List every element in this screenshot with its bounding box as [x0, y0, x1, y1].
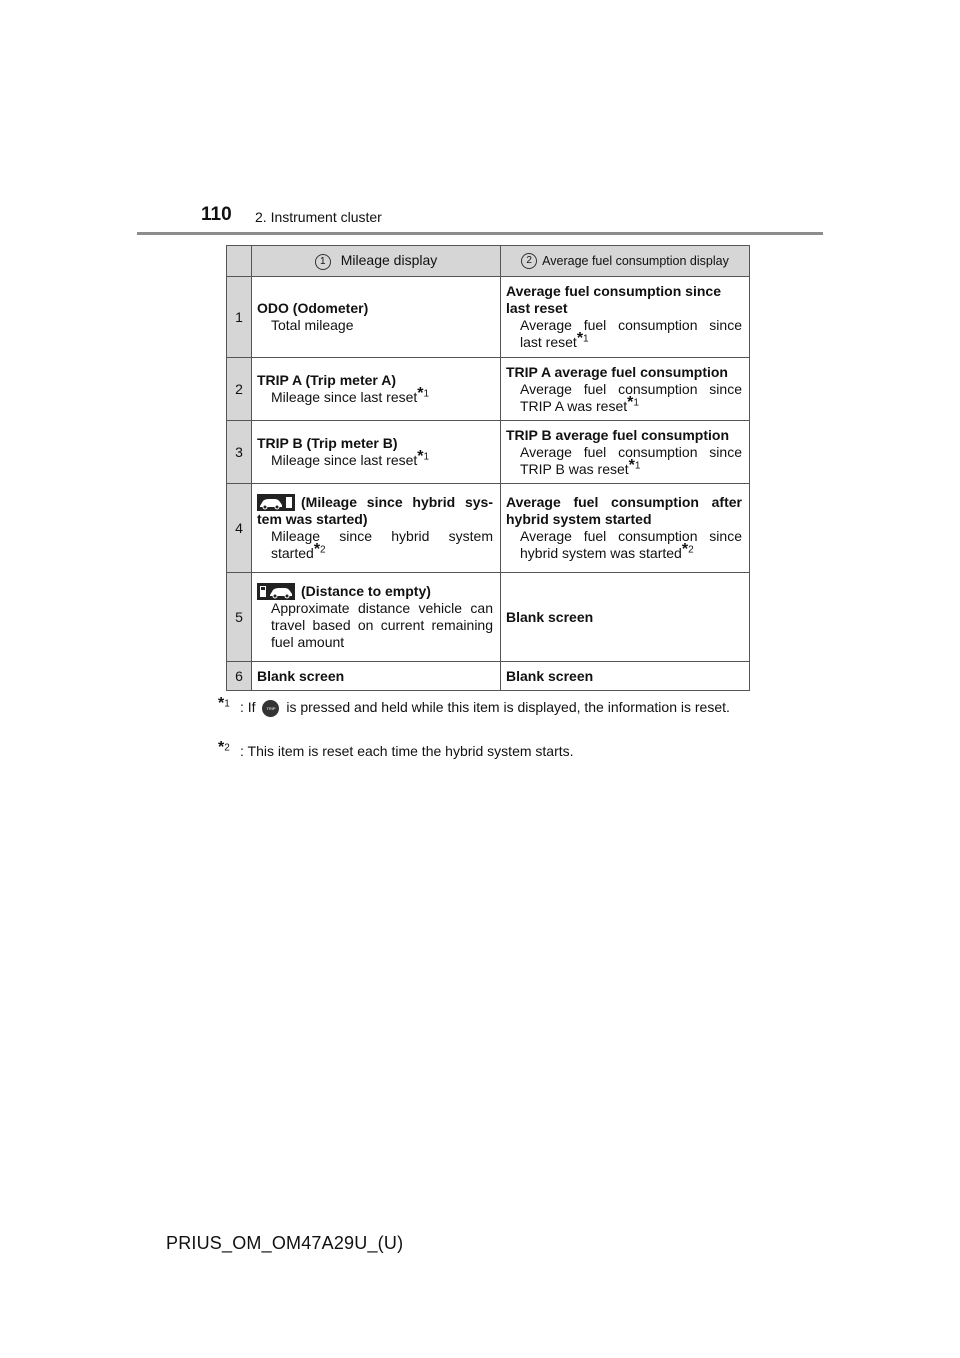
item-desc: Mileage since hybrid system started*$^2$ [271, 528, 493, 562]
table-header-row [227, 246, 750, 277]
header-blank-cell [227, 246, 252, 277]
footnote-text: : This item is reset each time the hybrid system starts. [240, 743, 574, 759]
row-number: 4 [227, 484, 252, 573]
fuel-pump-car-icon [257, 583, 295, 600]
item-desc: Average fuel consumption since last reset*$^1$ [520, 317, 742, 350]
item-desc: Mileage since last reset*$^1$ [271, 448, 430, 468]
fuel-cell [501, 277, 750, 358]
item-title: Blank screen [506, 667, 594, 684]
fuel-cell [501, 573, 750, 662]
car-hybrid-started-icon [257, 494, 295, 511]
footnote-mark: *$^1$ [218, 695, 230, 712]
item-title: Average fuel consumption since last reset [506, 283, 721, 316]
mileage-cell [252, 573, 501, 662]
column-label: Average fuel consumption display [542, 254, 729, 268]
section-title: 2. Instrument cluster [255, 209, 382, 225]
column-header-mileage [252, 246, 501, 277]
fuel-cell [501, 662, 750, 691]
fuel-cell [501, 358, 750, 421]
mileage-cell [252, 484, 501, 573]
row-number: 2 [227, 358, 252, 421]
column-label: Mileage display [340, 252, 438, 269]
footnote-text: : If TRIP is pressed and held while this item is displayed, the information is reset. [240, 699, 730, 715]
table-row [227, 421, 750, 484]
table-row [227, 484, 750, 573]
trip-button-icon: TRIP [262, 700, 279, 717]
display-items-table [226, 245, 750, 691]
circled-number: 1 [315, 254, 331, 270]
item-title: TRIP A (Trip meter A) [257, 372, 396, 388]
table-row [227, 662, 750, 691]
item-title: (Mileage since hybrid sys-tem was started) [257, 493, 493, 528]
page-number: 110 [201, 204, 232, 225]
row-number: 5 [227, 573, 252, 662]
mileage-cell [252, 662, 501, 691]
mileage-cell [252, 421, 501, 484]
mileage-cell [252, 358, 501, 421]
item-desc: Average fuel consumption since hybrid system was started*$^2$ [520, 528, 742, 561]
item-desc: Approximate distance vehicle can travel based on current remaining fuel amount [271, 600, 493, 651]
item-title: Blank screen [257, 667, 345, 684]
footnote-1 [218, 695, 750, 717]
item-desc: Average fuel consumption since TRIP A was reset*$^1$ [520, 380, 742, 414]
item-title: TRIP A average fuel consumption [506, 363, 728, 380]
row-number: 3 [227, 421, 252, 484]
table-row [227, 358, 750, 421]
item-title: ODO (Odometer) [257, 300, 369, 316]
item-desc: Total mileage [271, 317, 354, 333]
fuel-cell [501, 484, 750, 573]
item-desc: Average fuel consumption since TRIP B was reset*$^1$ [520, 443, 742, 477]
item-title: TRIP B average fuel consumption [506, 426, 730, 443]
item-title: Average fuel consumption after hybrid system started [506, 494, 742, 527]
mileage-cell [252, 277, 501, 358]
footnote-2 [218, 739, 750, 760]
table-row [227, 573, 750, 662]
header-rule [137, 232, 823, 235]
row-number: 6 [227, 662, 252, 691]
circled-number: 2 [521, 253, 537, 269]
item-title: (Distance to empty) [257, 583, 493, 601]
table-row [227, 277, 750, 358]
item-desc: Mileage since last reset*$^1$ [271, 385, 430, 405]
row-number: 1 [227, 277, 252, 358]
column-header-fuel [501, 246, 750, 277]
footnote-mark: *$^2$ [218, 739, 230, 756]
item-title: TRIP B (Trip meter B) [257, 435, 398, 451]
document-code: PRIUS_OM_OM47A29U_(U) [166, 1233, 404, 1253]
fuel-cell [501, 421, 750, 484]
item-title: Blank screen [506, 608, 594, 625]
